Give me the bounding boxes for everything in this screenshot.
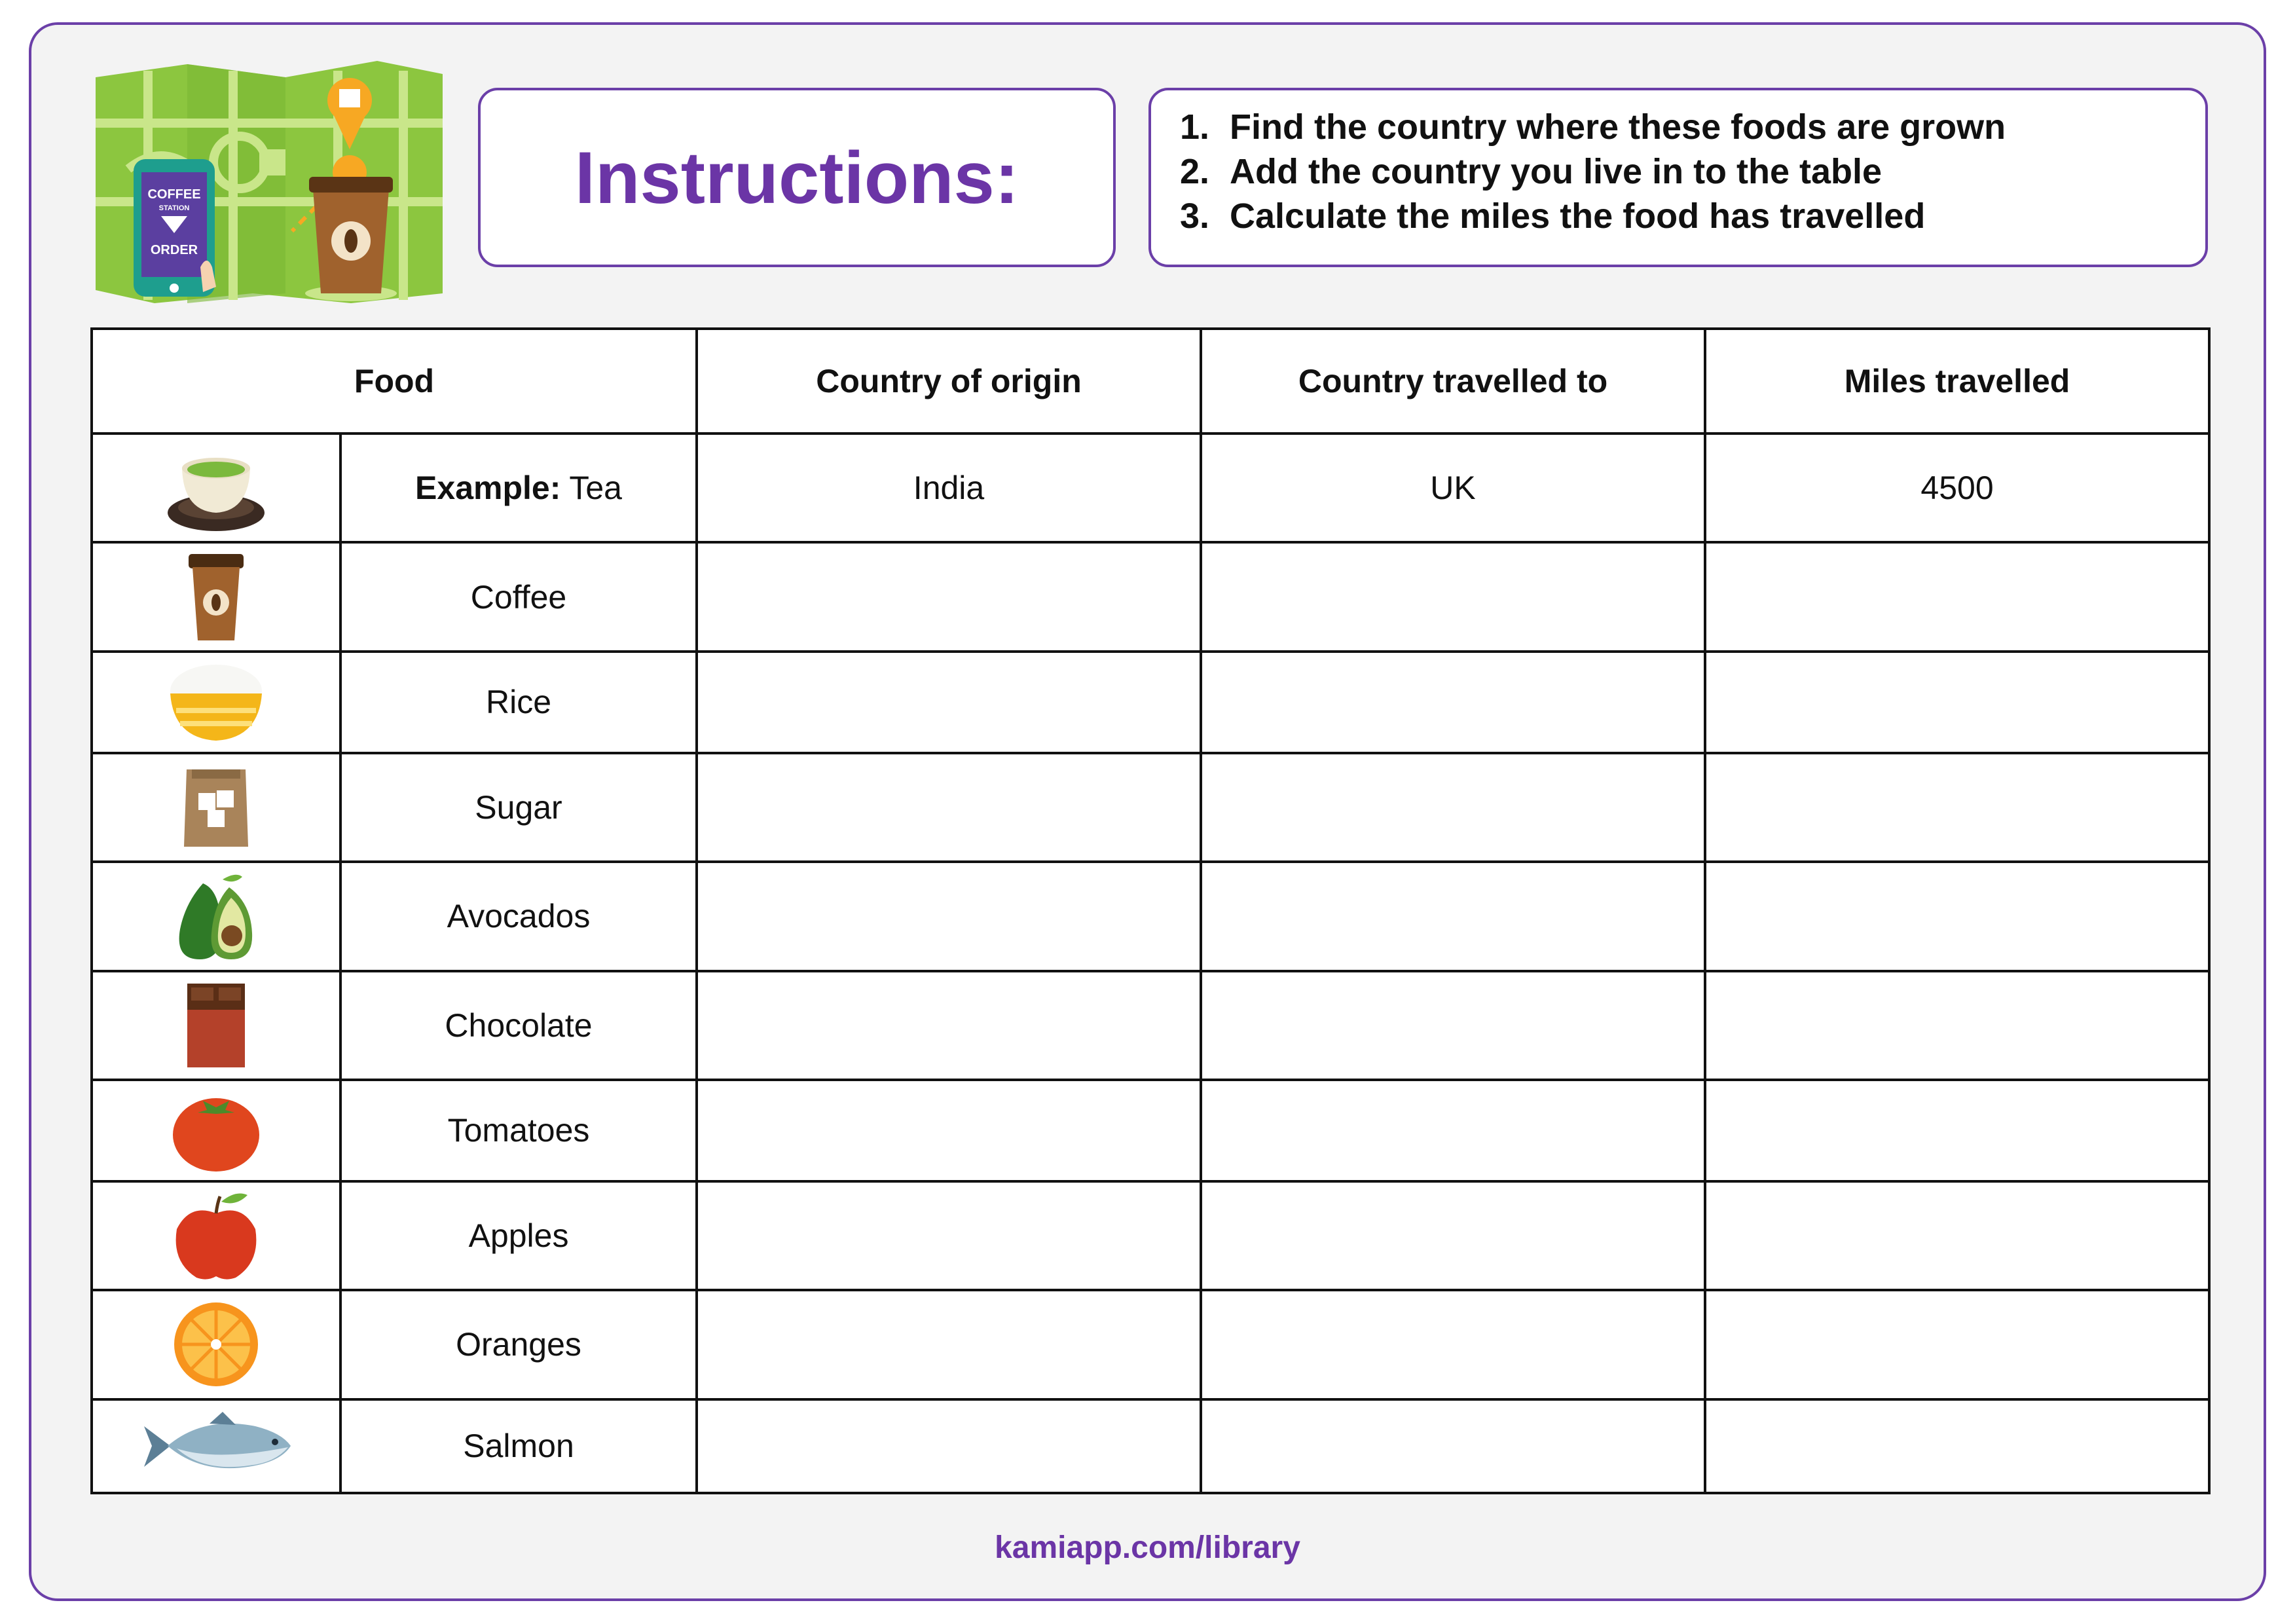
- destination-input[interactable]: [1201, 542, 1705, 651]
- miles-input[interactable]: [1705, 652, 2209, 753]
- origin-input[interactable]: [697, 1080, 1201, 1181]
- table-row: [92, 971, 2209, 1080]
- origin-input[interactable]: [697, 652, 1201, 753]
- miles-input[interactable]: [1705, 1181, 2209, 1290]
- food-name: Chocolate: [340, 971, 697, 1080]
- origin-input[interactable]: [697, 1181, 1201, 1290]
- origin-input[interactable]: [697, 971, 1201, 1080]
- instructions-steps: [1148, 88, 2208, 267]
- food-name: Sugar: [340, 753, 697, 862]
- apple-icon: [92, 1181, 340, 1290]
- example-destination: UK: [1201, 434, 1705, 542]
- miles-input[interactable]: [1705, 862, 2209, 970]
- table-row: [92, 753, 2209, 862]
- destination-input[interactable]: [1201, 1290, 1705, 1399]
- food-name: Coffee: [340, 542, 697, 651]
- instruction-step: [1180, 149, 2179, 194]
- table-row: [92, 542, 2209, 651]
- tea-cup-icon: [92, 434, 340, 542]
- table-row: [92, 1080, 2209, 1181]
- instructions-title: Instructions:: [574, 136, 1019, 219]
- destination-input[interactable]: [1201, 652, 1705, 753]
- step-number: 2.: [1180, 152, 1210, 191]
- map-coffee-order-illustration: [89, 51, 448, 306]
- column-header-destination: Country travelled to: [1201, 329, 1705, 434]
- example-row: [92, 434, 2209, 542]
- coffee-cup-icon: [92, 542, 340, 651]
- miles-input[interactable]: [1705, 1080, 2209, 1181]
- example-food-cell: [340, 434, 697, 542]
- miles-input[interactable]: [1705, 1290, 2209, 1399]
- step-number: 3.: [1180, 196, 1210, 236]
- table-row: [92, 1290, 2209, 1399]
- table-row: [92, 1399, 2209, 1493]
- orange-icon: [92, 1290, 340, 1399]
- miles-input[interactable]: [1705, 1399, 2209, 1493]
- miles-input[interactable]: [1705, 971, 2209, 1080]
- food-miles-table: [90, 327, 2211, 1494]
- salmon-icon: [92, 1399, 340, 1493]
- phone-order-text: ORDER: [150, 243, 198, 257]
- table-row: [92, 1181, 2209, 1290]
- miles-input[interactable]: [1705, 542, 2209, 651]
- food-name: Oranges: [340, 1290, 697, 1399]
- footer-link[interactable]: kamiapp.com/library: [995, 1530, 1300, 1565]
- sugar-sack-icon: [92, 753, 340, 862]
- origin-input[interactable]: [697, 862, 1201, 970]
- origin-input[interactable]: [697, 542, 1201, 651]
- food-name: Rice: [340, 652, 697, 753]
- step-text: Add the country you live in to the table: [1230, 152, 1882, 191]
- destination-input[interactable]: [1201, 1080, 1705, 1181]
- origin-input[interactable]: [697, 1399, 1201, 1493]
- instruction-step: [1180, 194, 2179, 238]
- food-name: Tomatoes: [340, 1080, 697, 1181]
- origin-input[interactable]: [697, 1290, 1201, 1399]
- example-label: Example:: [415, 470, 561, 507]
- miles-input[interactable]: [1705, 753, 2209, 862]
- example-food: Tea: [569, 470, 622, 507]
- example-miles: 4500: [1705, 434, 2209, 542]
- destination-input[interactable]: [1201, 971, 1705, 1080]
- tomato-icon: [92, 1080, 340, 1181]
- example-origin: India: [697, 434, 1201, 542]
- food-name: Salmon: [340, 1399, 697, 1493]
- chocolate-bar-icon: [92, 971, 340, 1080]
- destination-input[interactable]: [1201, 1181, 1705, 1290]
- column-header-miles: Miles travelled: [1705, 329, 2209, 434]
- instructions-title-box: [478, 88, 1116, 267]
- food-name: Apples: [340, 1181, 697, 1290]
- origin-input[interactable]: [697, 753, 1201, 862]
- rice-bowl-icon: [92, 652, 340, 753]
- destination-input[interactable]: [1201, 753, 1705, 862]
- column-header-origin: Country of origin: [697, 329, 1201, 434]
- instruction-step: [1180, 105, 2179, 149]
- destination-input[interactable]: [1201, 862, 1705, 970]
- phone-brand-subtext: STATION: [158, 204, 190, 212]
- avocado-icon: [92, 862, 340, 970]
- destination-input[interactable]: [1201, 1399, 1705, 1493]
- table-row: [92, 652, 2209, 753]
- food-name: Avocados: [340, 862, 697, 970]
- phone-brand-text: COFFEE: [147, 187, 201, 202]
- table-header-row: [92, 329, 2209, 434]
- table-row: [92, 862, 2209, 970]
- step-text: Find the country where these foods are grown: [1230, 107, 2006, 147]
- column-header-food: Food: [92, 329, 697, 434]
- step-text: Calculate the miles the food has travelled: [1230, 196, 1926, 236]
- step-number: 1.: [1180, 107, 1210, 147]
